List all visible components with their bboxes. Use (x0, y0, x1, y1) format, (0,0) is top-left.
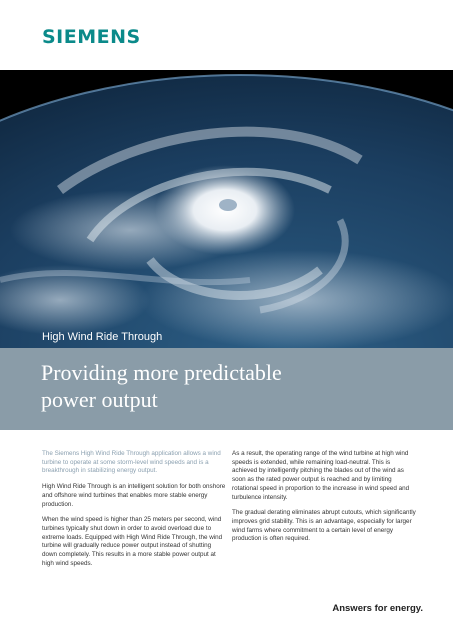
page-title-line-1: Providing more predictable (41, 360, 282, 385)
hero-image (0, 70, 453, 348)
body-paragraph: The gradual derating eliminates abrupt cutouts, which significantly improves grid stability. This is an advantage, especially for larger wind farms where commitment to a certain level of energy production is often required. (232, 509, 416, 543)
page-title-line-2: power output (41, 387, 158, 412)
body-paragraph: When the wind speed is higher than 25 meters per second, wind turbines typically shut down in order to avoid overload due to extreme loads. Equipped with High Wind Ride Through, the wind turbine will gradually reduce power output instead of shutting down completely. This results in a more stable power output at high wind speeds. (42, 516, 223, 567)
siemens-logo: SIEMENS (42, 26, 141, 48)
hero-section-label: High Wind Ride Through (42, 331, 163, 343)
hurricane-earth-image (0, 70, 453, 348)
body-paragraph: High Wind Ride Through is an intelligent solution for both onshore and offshore wind turbines that enables more stable energy production. (42, 483, 226, 508)
header (0, 0, 453, 70)
lead-paragraph: The Siemens High Wind Ride Through application allows a wind turbine to operate at some storm-level wind speeds and is a breakthrough in stabilizing energy output. (42, 450, 221, 475)
left-column (42, 450, 227, 575)
page-title (41, 359, 401, 413)
body-paragraph: As a result, the operating range of the wind turbine at high wind speeds is extended, while remaining load-neutral. This is achieved by intelligently pitching the blades out of the wind as soon as the rated power output is reached and by limiting rotational speed in proportion to the increase in wind speed and turbulence intensity. (232, 450, 410, 501)
right-column (232, 450, 417, 551)
footer-tagline: Answers for energy. (332, 603, 423, 614)
